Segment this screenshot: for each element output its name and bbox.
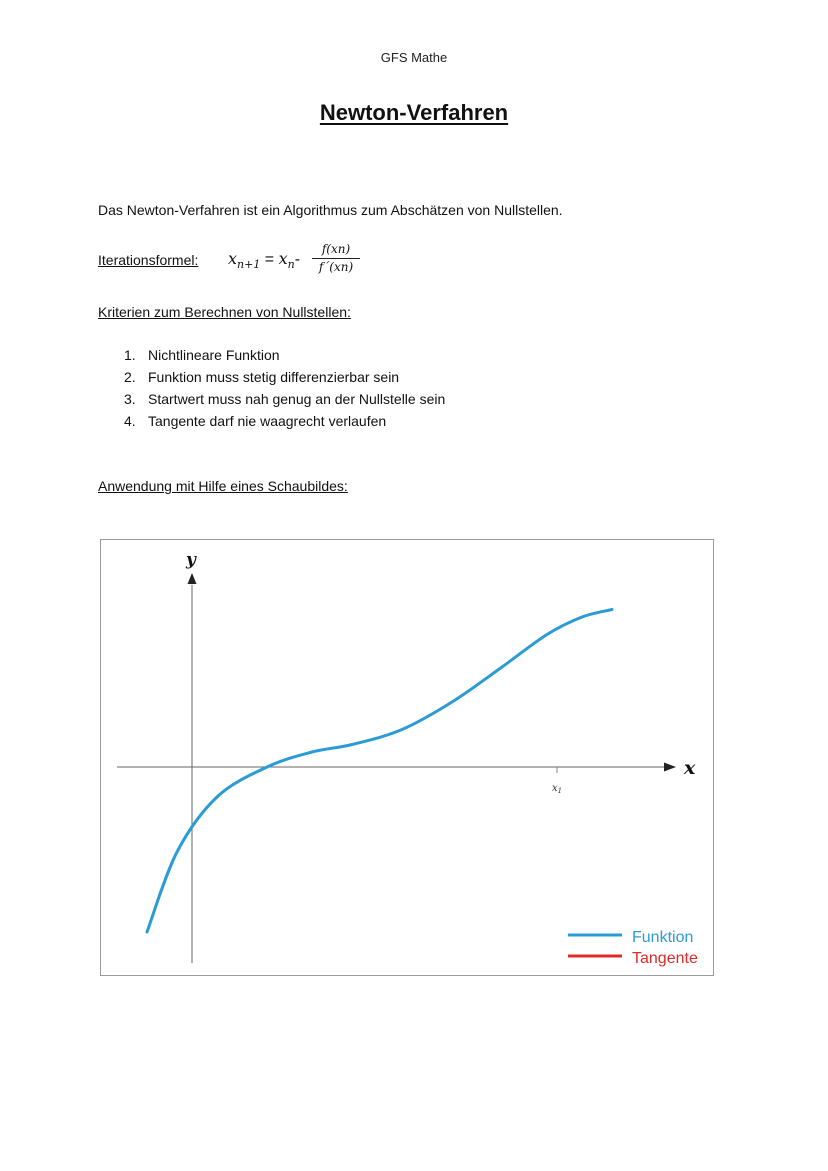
criteria-item <box>124 388 445 410</box>
page-title <box>0 100 828 126</box>
legend-label-tangente: Tangente <box>632 950 698 967</box>
criteria-item-number: 3. <box>124 391 136 407</box>
formula-denominator: f´(xn) <box>318 260 354 274</box>
criteria-item-text: Funktion muss stetig differenzierbar sein <box>148 369 400 385</box>
formula-rhs-sub: n <box>287 258 295 271</box>
formula-lhs <box>228 249 300 269</box>
criteria-item-number: 1. <box>124 347 136 363</box>
criteria-heading: Kriterien zum Berechnen von Nullstellen: <box>98 304 351 320</box>
formula-lhs-sub: n+1 <box>237 258 261 271</box>
formula-equals: = <box>264 251 275 268</box>
criteria-item <box>124 410 445 432</box>
header-label: GFS Mathe <box>380 50 448 65</box>
formula-minus: - <box>294 251 301 268</box>
formula-rhs-var: x <box>278 249 288 268</box>
legend-label-funktion: Funktion <box>632 929 694 946</box>
x-axis-label: x <box>684 757 696 779</box>
criteria-item <box>124 366 445 388</box>
page-title-text: Newton-Verfahren <box>319 100 509 125</box>
example-heading: Anwendung mit Hilfe eines Schaubildes: <box>98 478 348 494</box>
criteria-list <box>124 344 445 432</box>
intro-text: Das Newton-Verfahren ist ein Algorithmus zum Abschätzen von Nullstellen. <box>98 202 563 218</box>
criteria-item-text: Tangente darf nie waagrecht verlaufen <box>148 413 387 429</box>
formula-fraction <box>312 242 360 274</box>
formula-label: Iterationsformel: <box>98 252 199 268</box>
criteria-item-number: 2. <box>124 369 136 385</box>
criteria-item <box>124 344 445 366</box>
formula-lhs-var: x <box>228 249 238 268</box>
newton-chart <box>100 539 714 976</box>
formula-numerator: f(xn) <box>312 242 360 259</box>
criteria-item-text: Startwert muss nah genug an der Nullstelle sein <box>148 391 446 407</box>
criteria-item-text: Nichtlineare Funktion <box>148 347 280 363</box>
x-tick-label-sub: 1 <box>557 787 563 795</box>
criteria-item-number: 4. <box>124 413 136 429</box>
x-tick-label-var: x <box>551 783 558 794</box>
y-axis-label: y <box>186 550 196 570</box>
